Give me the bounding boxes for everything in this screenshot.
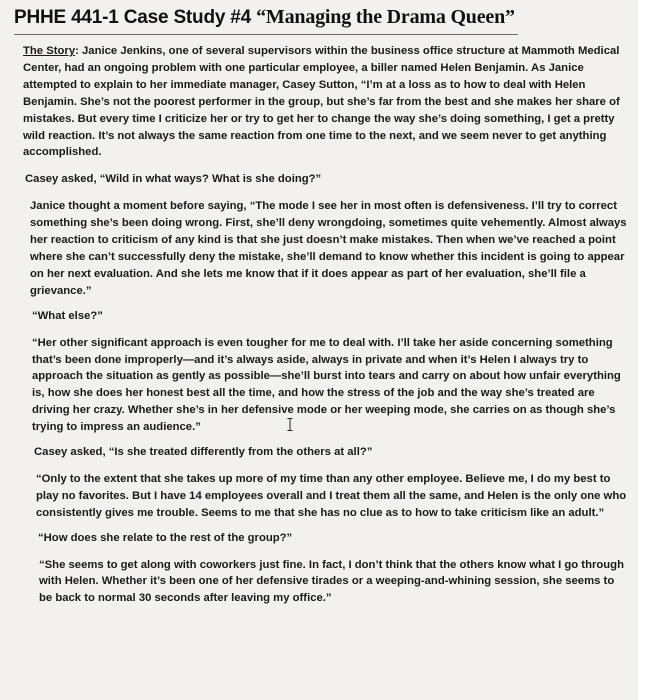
paragraph-relate-question: “How does she relate to the rest of the group?”: [38, 531, 293, 544]
title-underline: [14, 34, 518, 35]
paragraph-casey-question-1: Casey asked, “Wild in what ways? What is she doing?”: [25, 173, 322, 186]
title-case-name: “Managing the Drama Queen”: [256, 6, 515, 28]
paragraph-janice-defensiveness: Janice thought a moment before saying, “The mode I see her in most often is defensiveness. I’ll try to correct something she’s been doing wrong. First, she’ll deny wrongdoing, sometimes quite vehemently. Almost always her reaction to criticism of any kind is that she just doesn’t make mistakes. Then when we’ve reached a point where she can’t successfully deny the mistake, she’ll demand to know whether this incident is going to appear on her next evaluation. And she lets me know that if it does appear as part of her evaluation, she’ll file a grievance.”: [30, 200, 627, 297]
paragraph-what-else: “What else?”: [32, 309, 103, 322]
paragraph-casey-question-2: Casey asked, “Is she treated differently from the others at all?”: [34, 446, 373, 459]
paragraph-coworkers: “She seems to get along with coworkers just fine. In fact, I don’t think that the others know what I go through with Helen. Whether it’s been one of her defensive tirades or a weeping-and-whining session, she seems to be back to normal 30 seconds after leaving my office.”: [39, 558, 624, 605]
paragraph-story-text: : Janice Jenkins, one of several supervisors within the business office structure at Mammoth Medical Center, had an ongoing problem with one particular employee, a biller named Helen Benjamin. As Janice attempted to explain to her immediate manager, Casey Sutton, “I’m at a loss as to how to deal with Helen Benjamin. She’s not the poorest performer in the group, but she’s far from the best and she makes her share of mistakes. But every time I criticize her or try to get her to change the way she’s doing something, I get a pretty wild reaction. It’s not always the same reaction from one time to the next, and we seem never to get anything accomplished.: [23, 45, 620, 159]
page-edge: [638, 0, 648, 700]
text-cursor-icon: [287, 418, 293, 431]
paragraph-story: [23, 43, 628, 161]
document-body: [18, 40, 628, 607]
page-title: [14, 6, 534, 29]
story-label: The Story: [23, 45, 76, 57]
paragraph-other-approach: “Her other significant approach is even tougher for me to deal with. I’ll take her aside concerning something that’s been done improperly—and it’s always aside, always in private and when it’s Helen I always try to approach the situation as gently as possible—she’ll burst into tears and carry on about how unfair everything is, how she does her honest best all the time, and how the stress of the job and the way she’s treated are driving her crazy. Whether she’s in her defensive mode or her weeping mode, she carries on as though she’s trying to impress an audience.”: [32, 336, 621, 434]
paragraph-only-extent: “Only to the extent that she takes up more of my time than any other employee. Believe me, I do my best to play no favorites. But I have 14 employees overall and I treat them all the same, and Helen is the only one who consistently gives me trouble. Seems to me that she has no clue as to how to take criticism like an adult.”: [36, 472, 627, 519]
title-course-text: PHHE 441-1 Case Study #4: [14, 7, 257, 28]
